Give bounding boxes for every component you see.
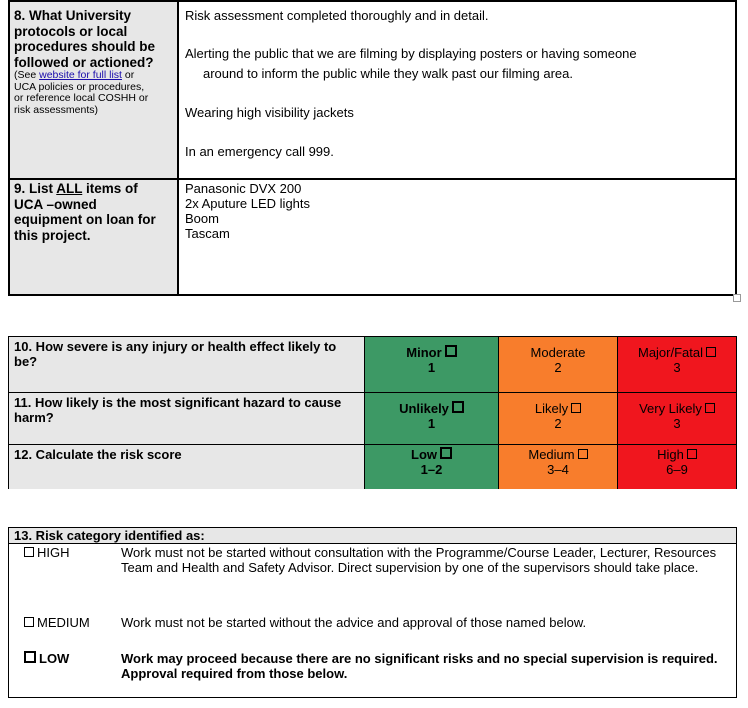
question-8-line: 8. What University — [14, 8, 132, 23]
q9-emphasis: ALL — [56, 181, 83, 196]
checkbox-icon[interactable] — [571, 403, 581, 413]
answer-8-line-1: Risk assessment completed thoroughly and in detail. — [185, 8, 489, 23]
cell-value: 3 — [673, 416, 681, 431]
row-severity — [9, 337, 736, 392]
note-line: risk assessments) — [14, 103, 99, 116]
question-8-line: followed or actioned? — [14, 54, 154, 70]
cell-value: 3–4 — [547, 462, 569, 477]
question-8-line: procedures should be — [14, 39, 156, 54]
equipment-item: 2x Aputure LED lights — [185, 196, 311, 211]
answer-8-line-2-cont: around to inform the public while they walk past our filming area. — [203, 66, 573, 81]
website-full-list-link[interactable]: website for full list — [39, 69, 122, 81]
question-12: 12. Calculate the risk score — [9, 445, 365, 489]
option-label: MEDIUM — [37, 615, 90, 630]
note-prefix: (See — [14, 69, 40, 81]
cell-value: 1–2 — [420, 462, 443, 477]
equipment-item: Boom — [185, 211, 219, 226]
question-10: 10. How severe is any injury or health effect likely to be? — [9, 337, 365, 392]
cell-label: Minor — [406, 345, 442, 360]
row-likelihood — [9, 393, 736, 444]
low-description: Work may proceed because there are no significant risks and no special supervision is required. Approval required from those below. — [121, 651, 718, 681]
checkbox-icon[interactable] — [24, 547, 34, 557]
cell-value: 2 — [554, 416, 562, 431]
question-9 — [14, 181, 179, 243]
cell-value: 1 — [427, 416, 436, 431]
severity-moderate[interactable] — [499, 337, 618, 392]
severity-minor[interactable] — [365, 337, 499, 392]
question-8-note — [14, 70, 179, 116]
note-line: or reference local COSHH or — [14, 92, 149, 104]
score-low[interactable] — [365, 445, 499, 489]
question-9-line — [14, 181, 179, 197]
row-risk-score — [9, 445, 736, 489]
equipment-list — [185, 181, 310, 241]
risk-rating-table — [8, 336, 737, 489]
checkbox-icon[interactable] — [24, 651, 36, 663]
checkbox-icon[interactable] — [440, 447, 452, 459]
note-rest: or — [121, 69, 135, 81]
likelihood-unlikely[interactable] — [365, 393, 499, 444]
score-medium[interactable] — [499, 445, 618, 489]
option-label: HIGH — [37, 545, 70, 560]
answer-8-line-4: In an emergency call 999. — [185, 144, 334, 159]
answer-8-line-2: Alerting the public that we are filming by displaying posters or having someone — [185, 46, 637, 61]
table-resize-handle[interactable] — [733, 294, 741, 302]
cell-label: High — [657, 447, 684, 462]
cell-value: 3 — [673, 360, 681, 375]
checkbox-icon[interactable] — [687, 449, 697, 459]
cell-value: 1 — [427, 360, 436, 375]
cell-label: Very Likely — [639, 401, 702, 416]
question-9-line: equipment on loan for — [14, 212, 156, 227]
option-high[interactable] — [24, 545, 70, 560]
checkbox-icon[interactable] — [24, 617, 34, 627]
option-label: LOW — [39, 651, 70, 666]
likelihood-likely[interactable] — [499, 393, 618, 444]
cell-label: Moderate — [530, 345, 586, 360]
medium-description: Work must not be started without the advice and approval of those named below. — [121, 615, 587, 630]
checkbox-icon[interactable] — [706, 347, 716, 357]
equipment-item: Tascam — [185, 226, 230, 241]
row-divider — [10, 178, 735, 180]
cell-label: Likely — [534, 401, 569, 416]
question-8 — [14, 8, 179, 116]
checkbox-icon[interactable] — [578, 449, 588, 459]
cell-label: Unlikely — [399, 401, 449, 416]
risk-category-section — [8, 527, 737, 698]
option-low[interactable] — [24, 651, 69, 666]
q9-prefix: 9. List — [14, 181, 57, 196]
cell-value: 2 — [554, 360, 562, 375]
checkbox-icon[interactable] — [445, 345, 457, 357]
score-high[interactable] — [618, 445, 736, 489]
option-medium[interactable] — [24, 615, 90, 630]
cell-label: Medium — [528, 447, 575, 462]
question-9-line: this project. — [14, 227, 91, 243]
cell-label: Low — [411, 447, 437, 462]
section-13-title: 13. Risk category identified as: — [9, 528, 736, 544]
equipment-item: Panasonic DVX 200 — [185, 181, 302, 196]
cell-label: Major/Fatal — [637, 345, 704, 360]
answer-8-line-3: Wearing high visibility jackets — [185, 105, 354, 120]
severity-major-fatal[interactable] — [618, 337, 736, 392]
high-description: Work must not be started without consultation with the Programme/Course Leader, Lecturer, Resources Team and Health and Safety Advisor. Direct supervision by one of the supervisors should take place. — [121, 545, 717, 575]
protocols-equipment-table — [8, 0, 737, 296]
checkbox-icon[interactable] — [705, 403, 715, 413]
question-9-line: UCA –owned — [14, 196, 97, 212]
q9-suffix: items of — [82, 181, 138, 196]
note-line: UCA policies or procedures, — [14, 80, 145, 93]
checkbox-icon[interactable] — [452, 401, 464, 413]
likelihood-very-likely[interactable] — [618, 393, 736, 444]
question-11: 11. How likely is the most significant hazard to cause harm? — [9, 393, 365, 444]
cell-value: 6–9 — [666, 462, 688, 477]
question-8-line: protocols or local — [14, 23, 128, 39]
